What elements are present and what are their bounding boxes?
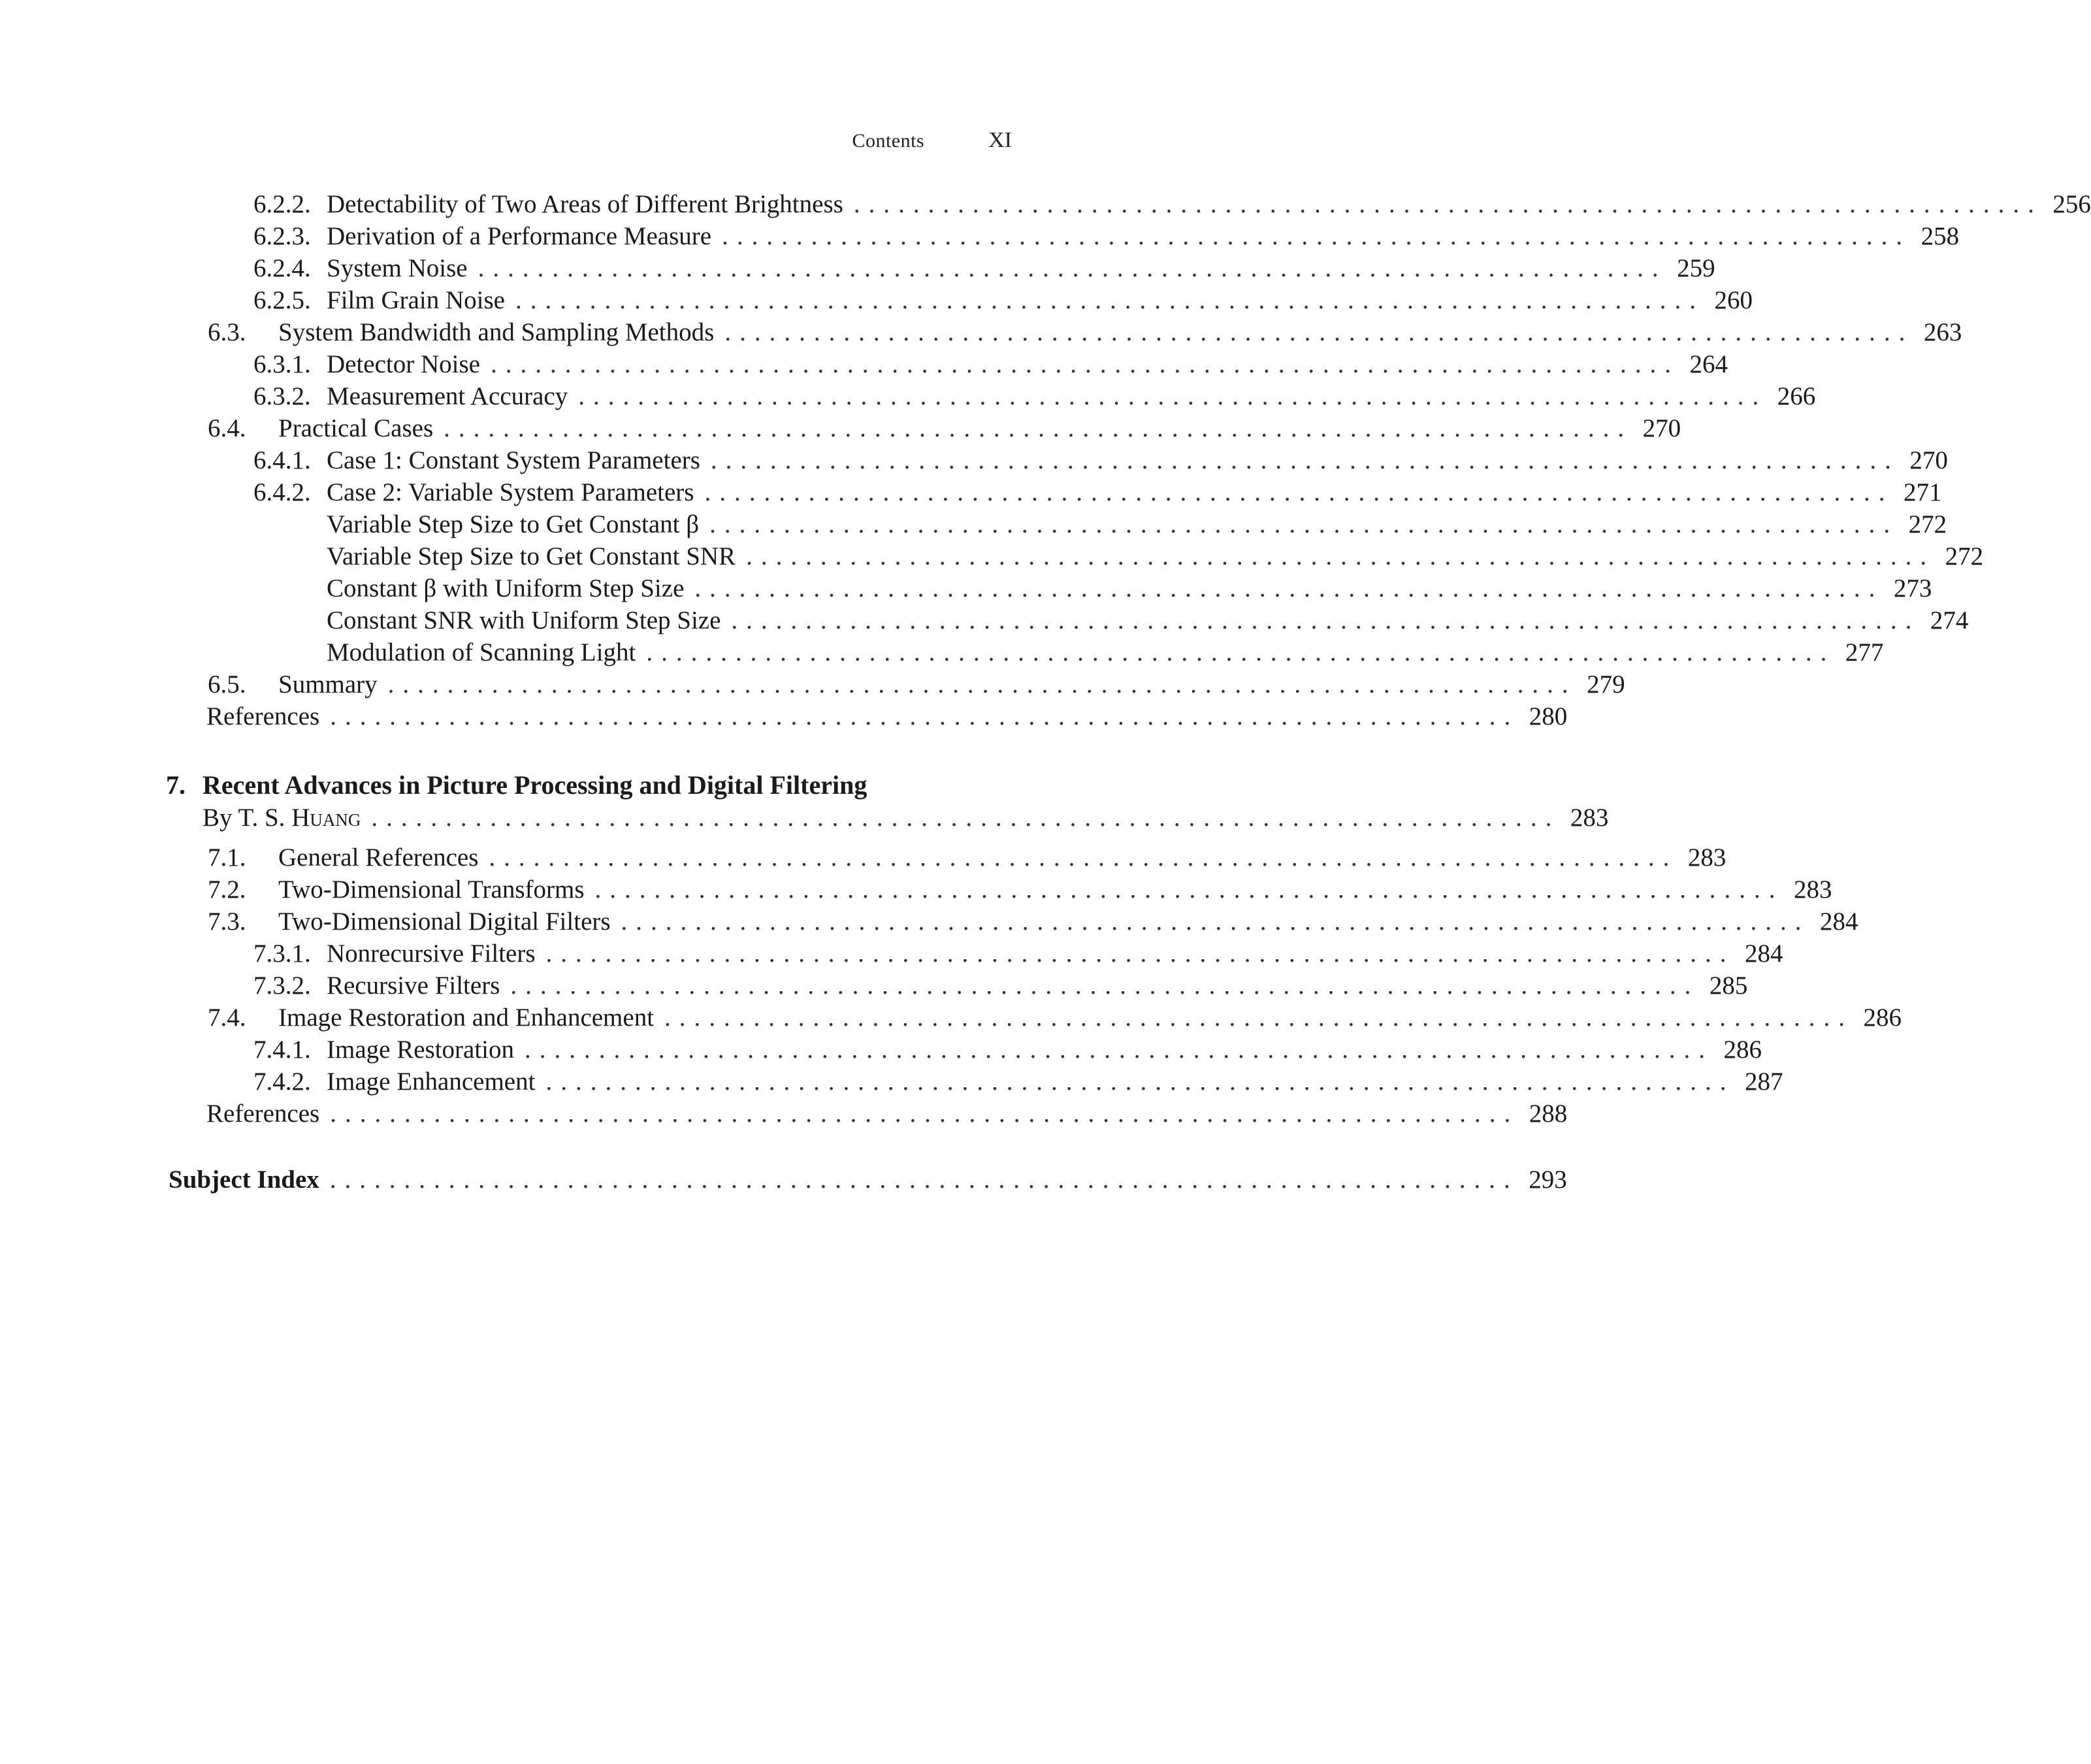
entry-title: Detectability of Two Areas of Different Brightness xyxy=(327,190,843,218)
toc-entry xyxy=(0,412,1681,444)
entry-number: 7.2. xyxy=(208,875,246,904)
leader-dots: ................................................................................ xyxy=(444,414,1633,442)
toc-entry xyxy=(0,874,1832,906)
entry-title: Practical Cases xyxy=(278,414,434,442)
toc-entry xyxy=(0,970,1748,1002)
toc-entry xyxy=(0,252,1715,284)
entry-title: Case 2: Variable System Parameters xyxy=(327,478,694,506)
toc-entry xyxy=(0,316,1962,348)
entry-number: 6.3.2. xyxy=(253,382,311,410)
entry-title: Image Restoration and Enhancement xyxy=(278,1004,655,1032)
entry-number: 7.4. xyxy=(208,1004,246,1032)
toc-entry xyxy=(0,508,1947,540)
leader-dots: ................................................................................ xyxy=(710,446,1900,474)
page-number: 284 xyxy=(1745,939,1783,968)
leader-dots: ................................................................................ xyxy=(329,1166,1519,1194)
entry-number: 7.3. xyxy=(208,907,246,936)
toc-entry xyxy=(0,906,1858,938)
page-number: 260 xyxy=(1714,286,1753,314)
page-number: 279 xyxy=(1587,670,1625,698)
leader-dots: ................................................................................ xyxy=(664,1004,1854,1032)
leader-dots: ................................................................................ xyxy=(330,702,1519,730)
leader-dots: ................................................................................ xyxy=(646,638,1836,666)
leader-dots: ................................................................................ xyxy=(515,286,1704,314)
toc-entry xyxy=(0,700,1568,732)
leader-dots: ................................................................................ xyxy=(525,1036,1713,1064)
page-number: 286 xyxy=(1863,1004,1902,1032)
entry-title: Recursive Filters xyxy=(327,972,500,1000)
toc-entry xyxy=(0,1034,1762,1066)
entry-title: Derivation of a Performance Measure xyxy=(327,222,712,250)
entry-number: 6.5. xyxy=(208,670,246,698)
chapter-number: 7. xyxy=(166,770,186,800)
entry-number: 6.4. xyxy=(208,414,246,442)
toc-entry xyxy=(0,380,1816,412)
page-number: 283 xyxy=(1794,875,1832,904)
leader-dots: ................................................................................ xyxy=(853,190,2043,218)
entry-number: 6.4.1. xyxy=(253,446,311,474)
author-name: Huang xyxy=(291,804,361,832)
entry-title: References xyxy=(206,702,320,730)
toc-entry xyxy=(0,604,1969,636)
page-number: 272 xyxy=(1945,542,1984,570)
page-number: 277 xyxy=(1845,638,1884,666)
entry-title: Film Grain Noise xyxy=(327,286,505,314)
entry-title: Subject Index xyxy=(169,1166,319,1194)
leader-dots: ................................................................................ xyxy=(621,907,1810,936)
page-number: 270 xyxy=(1909,446,1948,474)
page-number: 266 xyxy=(1777,382,1816,410)
entry-title: Two-Dimensional Transforms xyxy=(278,875,585,904)
page-number: 284 xyxy=(1820,907,1858,936)
leader-dots: ................................................................................ xyxy=(746,542,1936,570)
entry-title: Constant β with Uniform Step Size xyxy=(327,574,685,602)
toc-entry xyxy=(0,636,1884,668)
byline-prefix: By T. S. xyxy=(203,804,292,832)
toc-entry xyxy=(0,1066,1783,1098)
page-number: 270 xyxy=(1642,414,1681,442)
leader-dots: ................................................................................ xyxy=(510,972,1700,1000)
running-head-page-number: XI xyxy=(988,128,1012,152)
entry-title: General References xyxy=(278,843,479,872)
entry-title: Case 1: Constant System Parameters xyxy=(327,446,700,474)
chapter-byline xyxy=(0,802,1609,834)
entry-title: System Bandwidth and Sampling Methods xyxy=(278,318,715,346)
entry-number: 6.2.5. xyxy=(253,286,311,314)
entry-title: Measurement Accuracy xyxy=(327,382,568,410)
page-number: 283 xyxy=(1570,804,1609,832)
page-number: 259 xyxy=(1677,254,1715,282)
leader-dots: ................................................................................ xyxy=(704,478,1894,506)
page-number: 263 xyxy=(1923,318,1962,346)
page-number: 273 xyxy=(1893,574,1932,602)
toc-entry xyxy=(0,348,1728,380)
leader-dots: ................................................................................ xyxy=(709,510,1899,538)
entry-number: 7.3.1. xyxy=(253,939,311,968)
page-number: 288 xyxy=(1529,1100,1568,1128)
entry-title: Constant SNR with Uniform Step Size xyxy=(327,606,721,634)
table-of-contents xyxy=(0,188,2091,1196)
entry-title: Variable Step Size to Get Constant β xyxy=(327,510,700,538)
toc-entry xyxy=(0,220,1960,252)
entry-title: Two-Dimensional Digital Filters xyxy=(278,907,611,936)
running-head-title: Contents xyxy=(852,130,925,152)
toc-entry xyxy=(0,668,1625,700)
page-number: 272 xyxy=(1908,510,1947,538)
page-number: 264 xyxy=(1689,350,1728,378)
page-number: 286 xyxy=(1723,1036,1762,1064)
entry-title: System Noise xyxy=(327,254,468,282)
toc-entry xyxy=(0,476,1942,508)
entry-title: Summary xyxy=(278,670,378,698)
toc-group-chapter-7 xyxy=(0,841,1902,1130)
leader-dots: ................................................................................ xyxy=(491,350,1679,378)
page-number: 283 xyxy=(1687,843,1726,872)
toc-entry xyxy=(0,1098,1568,1130)
toc-entry xyxy=(0,841,1726,874)
page-number: 280 xyxy=(1529,702,1568,730)
toc-entry xyxy=(0,938,1783,970)
leader-dots: ................................................................................ xyxy=(724,318,1914,346)
toc-entry xyxy=(0,444,1948,476)
leader-dots: ................................................................................ xyxy=(489,843,1678,872)
leader-dots: ................................................................................ xyxy=(478,254,1667,282)
page-number: 285 xyxy=(1709,972,1748,1000)
leader-dots: ................................................................................ xyxy=(578,382,1768,410)
subject-index-entry xyxy=(0,1164,1567,1196)
entry-number: 6.2.2. xyxy=(253,190,311,218)
chapter-heading xyxy=(0,769,1012,802)
entry-title: References xyxy=(206,1100,320,1128)
entry-number: 7.3.2. xyxy=(253,972,311,1000)
leader-dots: ................................................................................ xyxy=(545,1068,1735,1096)
leader-dots: ................................................................................ xyxy=(694,574,1884,602)
entry-number: 6.3. xyxy=(208,318,246,346)
entry-title: Image Restoration xyxy=(327,1036,514,1064)
entry-title: Nonrecursive Filters xyxy=(327,939,536,968)
leader-dots: ................................................................................ xyxy=(545,939,1735,968)
toc-entry xyxy=(0,188,2091,220)
entry-number: 6.2.3. xyxy=(253,222,311,250)
entry-title: Variable Step Size to Get Constant SNR xyxy=(327,542,736,570)
page-number: 274 xyxy=(1930,606,1969,634)
entry-number: 7.1. xyxy=(208,843,246,872)
entry-number: 6.2.4. xyxy=(253,254,311,282)
entry-number: 7.4.2. xyxy=(253,1068,311,1096)
leader-dots: ................................................................................ xyxy=(330,1100,1519,1128)
leader-dots: ................................................................................ xyxy=(722,222,1911,250)
page-number: 271 xyxy=(1903,478,1942,506)
leader-dots: ................................................................................ xyxy=(594,875,1784,904)
leader-dots: ................................................................................ xyxy=(731,606,1921,634)
toc-entry xyxy=(0,284,1753,316)
chapter-title: Recent Advances in Picture Processing and Digital Filtering xyxy=(203,770,867,800)
running-head xyxy=(0,128,1012,153)
page-number: 258 xyxy=(1921,222,1960,250)
leader-dots: ................................................................................ xyxy=(371,804,1561,832)
toc-entry xyxy=(0,540,1984,572)
page-number: 287 xyxy=(1744,1068,1783,1096)
leader-dots: ................................................................................ xyxy=(387,670,1577,698)
toc-entry xyxy=(0,572,1932,604)
entry-number: 7.4.1. xyxy=(253,1036,311,1064)
toc-group-chapter-6 xyxy=(0,188,2091,732)
entry-title: Modulation of Scanning Light xyxy=(327,638,636,666)
entry-title: Detector Noise xyxy=(327,350,480,378)
toc-entry xyxy=(0,1002,1902,1034)
entry-number: 6.4.2. xyxy=(253,478,311,506)
entry-number: 6.3.1. xyxy=(253,350,311,378)
page-number: 293 xyxy=(1529,1166,1567,1194)
entry-title: Image Enhancement xyxy=(327,1068,536,1096)
page-number: 256 xyxy=(2052,190,2091,218)
